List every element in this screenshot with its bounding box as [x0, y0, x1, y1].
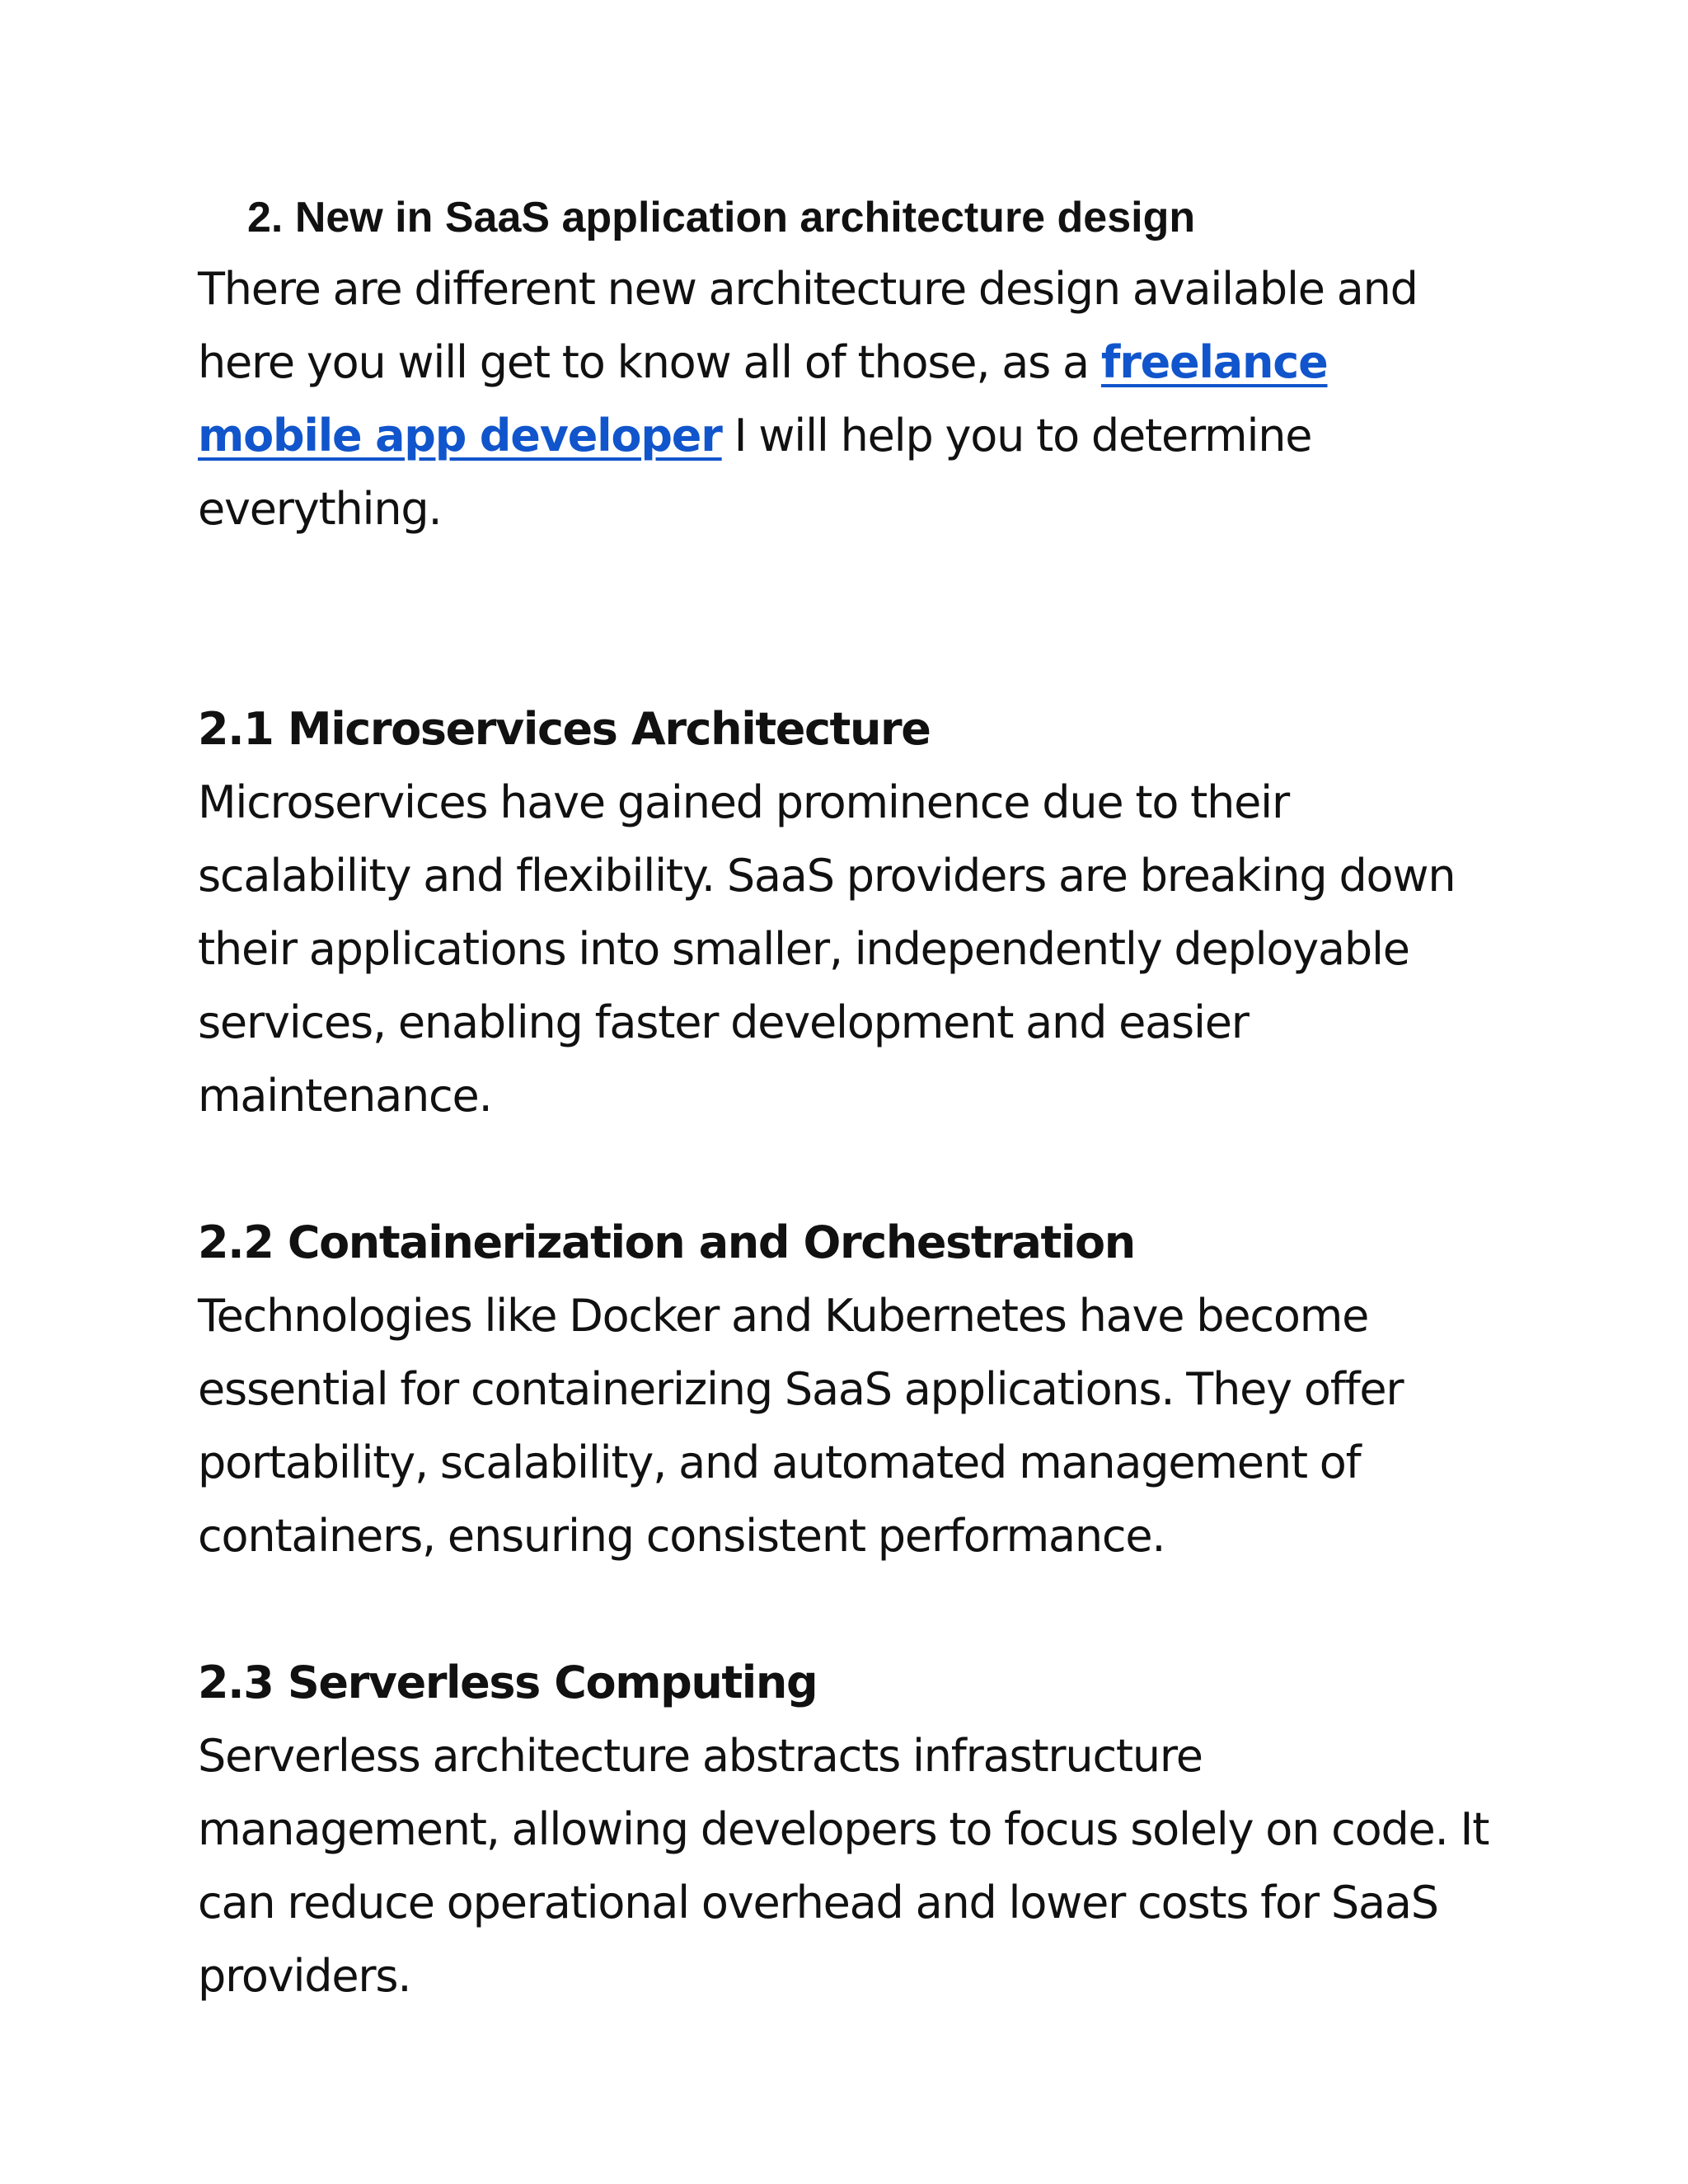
section-spacer	[198, 1572, 1500, 1646]
document-content	[198, 191, 1500, 2013]
section-spacer	[198, 1132, 1500, 1206]
section-heading: 2.3 Serverless Computing	[198, 1657, 818, 1708]
freelance-mobile-app-developer-link[interactable]: freelance mobile app developer	[198, 336, 1328, 462]
intro-paragraph	[198, 252, 1500, 546]
section-body: Serverless architecture abstracts infrastructure management, allowing developers to focus solely on code. It can reduce operational overhead and lower costs for SaaS providers.	[198, 1730, 1489, 2002]
section-body: Microservices have gained prominence due to their scalability and flexibility. SaaS providers are breaking down their applications into smaller, independently deployable services, enabling faster development and easier maintenance.	[198, 776, 1456, 1122]
intro-text-before-link: There are different new architecture design available and here you will get to know all of those, as a	[198, 263, 1418, 388]
section-containerization	[198, 1206, 1500, 1572]
main-heading: 2. New in SaaS application architecture design	[247, 194, 1196, 241]
intro-text-after-link: I will help you to determine everything.	[198, 410, 1312, 535]
section-spacer	[198, 546, 1500, 692]
section-microservices	[198, 692, 1500, 1132]
section-serverless	[198, 1646, 1500, 2013]
section-body: Technologies like Docker and Kubernetes have become essential for containerizing SaaS applications. They offer portability, scalability, and automated management of containers, ensuring consistent performance.	[198, 1290, 1404, 1562]
section-heading: 2.1 Microservices Architecture	[198, 703, 931, 755]
section-heading: 2.2 Containerization and Orchestration	[198, 1216, 1135, 1268]
